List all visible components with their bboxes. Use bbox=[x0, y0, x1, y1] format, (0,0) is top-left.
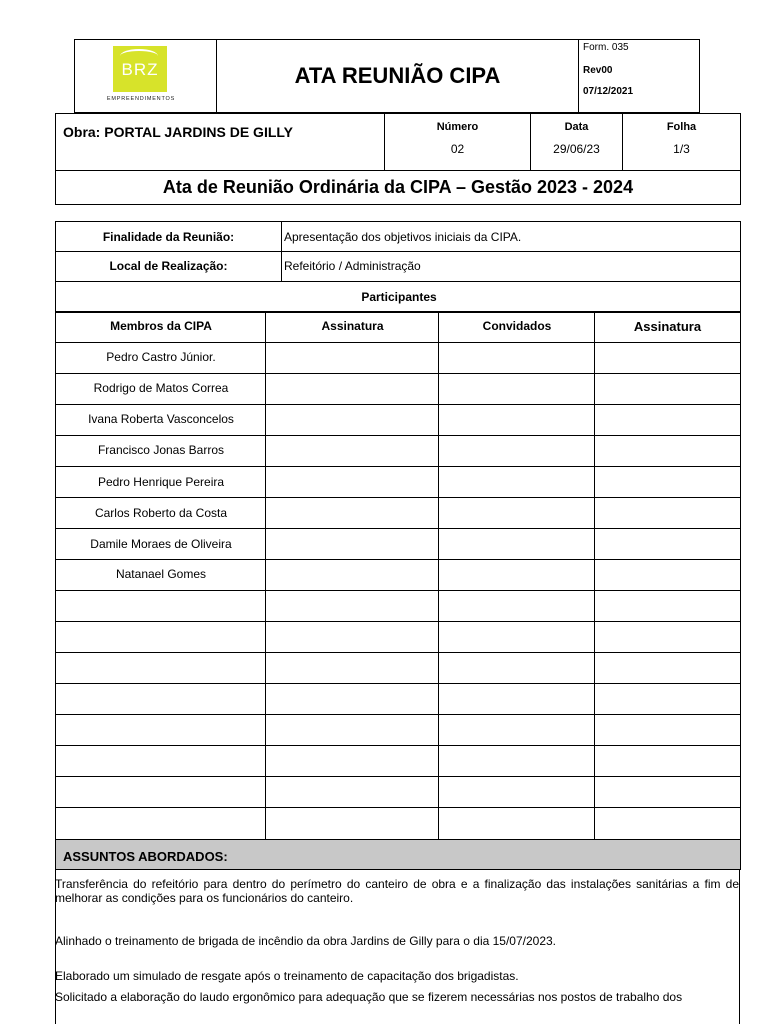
member-name: Damile Moraes de Oliveira bbox=[90, 537, 232, 551]
note-paragraph: Alinhado o treinamento de brigada de incêndio da obra Jardins de Gilly para o dia 15/07/2023. bbox=[55, 934, 557, 948]
member-name: Francisco Jonas Barros bbox=[97, 443, 225, 457]
form-revision: Rev00 bbox=[583, 65, 613, 76]
member-name: Rodrigo de Matos Correa bbox=[93, 381, 229, 395]
form-date: 07/12/2021 bbox=[583, 86, 634, 97]
local-label: Local de Realização: bbox=[109, 259, 228, 273]
numero-cell bbox=[385, 114, 531, 170]
note-paragraph: Transferência do refeitório para dentro do perímetro do canteiro de obra e a finalização das instalações sanitárias a fim de melhorar as condições para os funcionários do canteiro. bbox=[55, 877, 739, 905]
form-header bbox=[74, 39, 700, 113]
folha-cell bbox=[623, 114, 740, 170]
member-name: Natanael Gomes bbox=[115, 567, 207, 581]
col-convidados: Convidados bbox=[482, 319, 552, 333]
participants-table bbox=[55, 221, 741, 870]
local-value: Refeitório / Administração bbox=[284, 259, 421, 273]
folha-value: 1/3 bbox=[673, 142, 690, 156]
obra-cell bbox=[56, 114, 385, 170]
obra-label: Obra: PORTAL JARDINS DE GILLY bbox=[63, 124, 293, 140]
note-paragraph: Elaborado um simulado de resgate após o treinamento de capacitação dos brigadistas. bbox=[55, 969, 519, 983]
logo-text: BRZ bbox=[121, 60, 159, 79]
note-paragraph: Solicitado a elaboração do laudo ergonômico para adequação que se fizerem necessárias nos postos de trabalho dos bbox=[55, 990, 683, 1004]
numero-value: 02 bbox=[450, 142, 465, 156]
logo-cell bbox=[75, 40, 217, 112]
form-code: Form. 035 bbox=[583, 42, 629, 53]
participantes-heading: Participantes bbox=[361, 290, 437, 304]
data-label: Data bbox=[564, 121, 589, 133]
col-assinatura-1: Assinatura bbox=[321, 319, 384, 333]
data-cell bbox=[531, 114, 623, 170]
document-title: ATA REUNIÃO CIPA bbox=[217, 40, 579, 112]
member-name: Pedro Castro Júnior. bbox=[106, 350, 216, 364]
obra-row bbox=[55, 113, 741, 171]
col-assinatura-2: Assinatura bbox=[633, 319, 702, 334]
finalidade-value: Apresentação dos objetivos iniciais da CIPA. bbox=[284, 230, 522, 244]
finalidade-label: Finalidade da Reunião: bbox=[102, 230, 235, 244]
data-value: 29/06/23 bbox=[553, 142, 600, 156]
assuntos-heading: ASSUNTOS ABORDADOS: bbox=[63, 849, 228, 864]
member-name: Pedro Henrique Pereira bbox=[97, 475, 225, 489]
member-name: Ivana Roberta Vasconcelos bbox=[88, 412, 234, 426]
numero-label: Número bbox=[436, 121, 479, 133]
logo-subtitle: EMPREENDIMENTOS bbox=[106, 96, 176, 102]
folha-label: Folha bbox=[666, 121, 697, 133]
member-name: Carlos Roberto da Costa bbox=[94, 506, 228, 520]
col-membros: Membros da CIPA bbox=[110, 319, 212, 333]
ata-title: Ata de Reunião Ordinária da CIPA – Gestão 2023 - 2024 bbox=[55, 170, 741, 205]
